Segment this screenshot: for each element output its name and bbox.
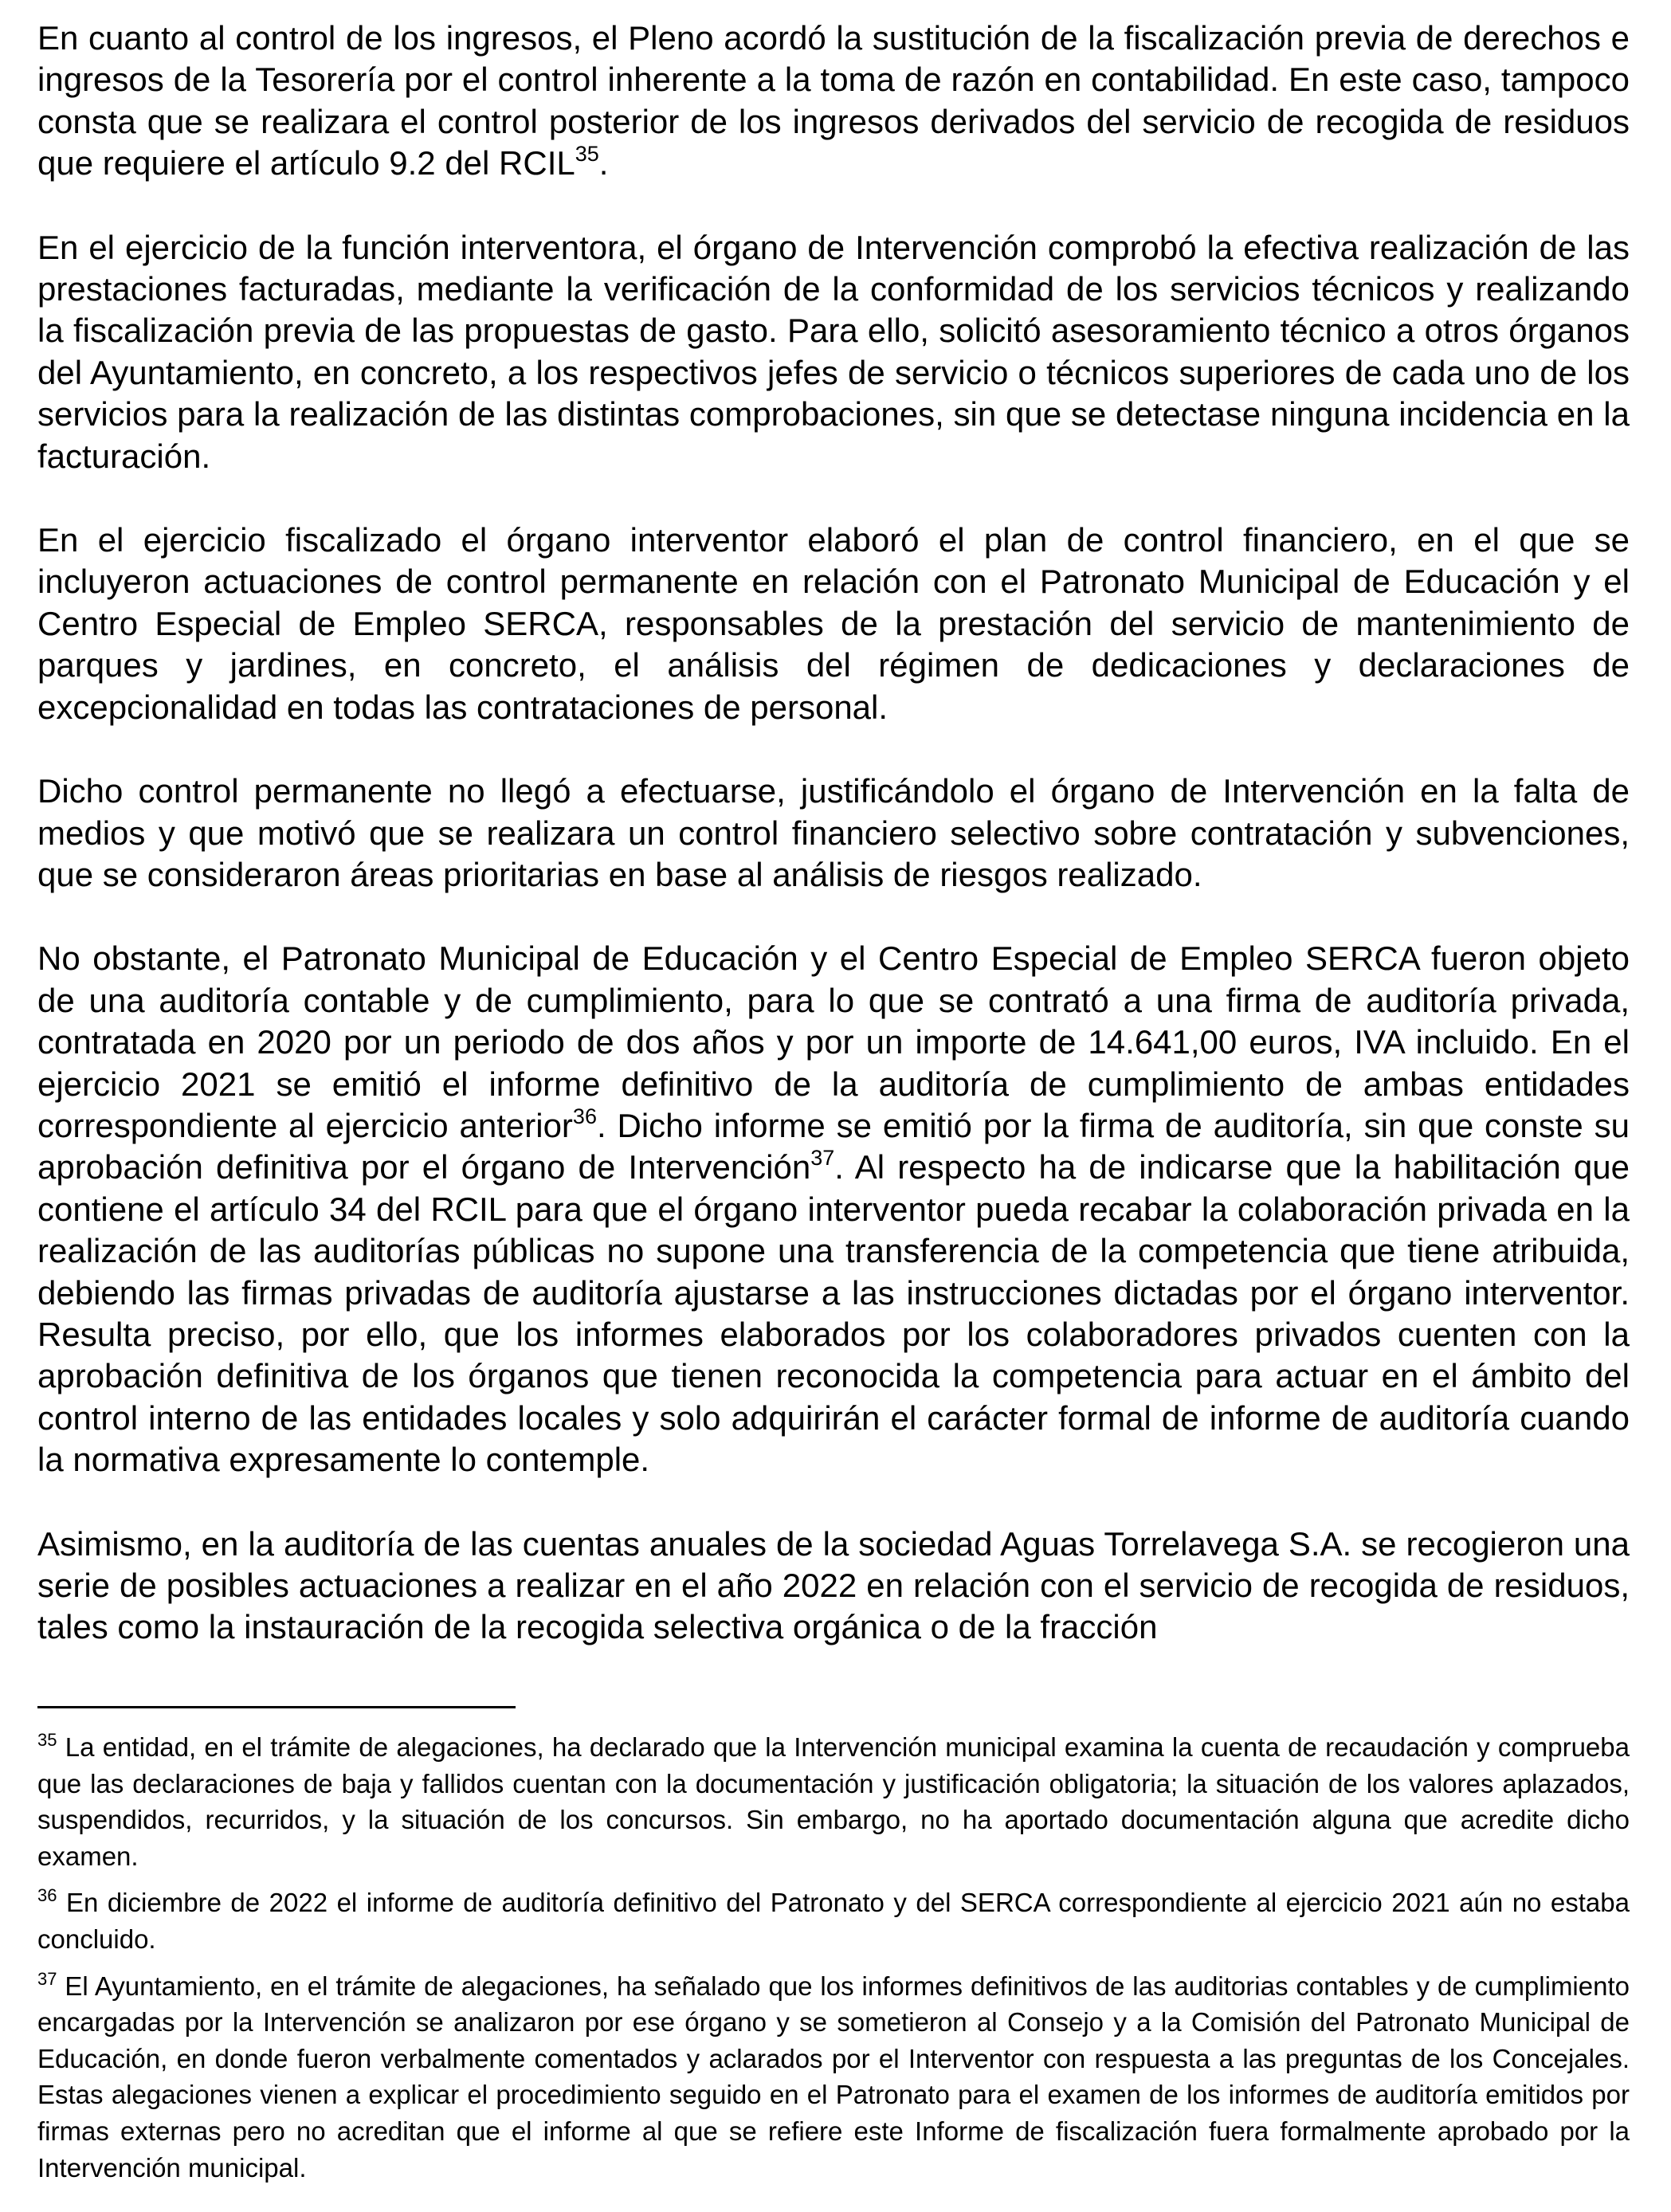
paragraph-text: No obstante, el Patronato Municipal de Educación y el Centro Especial de Empleo SERCA fueron objeto de una auditoría contable y de cumplimiento, para lo que se contrató a una firma de auditoría privada, contratada en 2020 por un periodo de dos años y por un importe de 14.641,00 euros, IVA incluido. En el ejercicio 2021 se emitió el informe definitivo de la auditoría de cumplimiento de ambas entidades correspondiente al ejercicio anterior xyxy=(37,939,1630,1144)
paragraph-auditoria xyxy=(37,938,1630,1481)
footnote-number: 36 xyxy=(37,1885,57,1906)
paragraph-text: En cuanto al control de los ingresos, el Pleno acordó la sustitución de la fiscalización previa de derechos e ingresos de la Tesorería por el control inherente a la toma de razón en contabilidad. En este caso, tampoco consta que se realizara el control posterior de los ingresos derivados del servicio de recogida de residuos que requiere el artículo 9.2 del RCIL xyxy=(37,19,1630,182)
paragraph-text: . Al respecto ha de indicarse que la habilitación que contiene el artículo 34 del RCIL para que el órgano interventor pueda recabar la colaboración privada en la realización de las auditorías públicas no supone una transferencia de la competencia que tiene atribuida, debiendo las firmas privadas de auditoría ajustarse a las instrucciones dictadas por el órgano interventor. Resulta preciso, por ello, que los informes elaborados por los colaboradores privados cuenten con la aprobación definitiva de los órganos que tienen reconocida la competencia para actuar en el ámbito del control interno de las entidades locales y solo adquirirán el carácter formal de informe de auditoría cuando la normativa expresamente lo contemple. xyxy=(37,1148,1630,1479)
footnote-text: En diciembre de 2022 el informe de auditoría definitivo del Patronato y del SERCA correspondiente al ejercicio 2021 aún no estaba concluido. xyxy=(37,1888,1630,1954)
body-text xyxy=(37,18,1630,1691)
paragraph-aguas-torrelavega: Asimismo, en la auditoría de las cuentas anuales de la sociedad Aguas Torrelavega S.A. se recogieron una serie de posibles actuaciones a realizar en el año 2022 en relación con el servicio de recogida de residuos, tales como la instauración de la recogida selectiva orgánica o de la fracción xyxy=(37,1524,1630,1646)
paragraph-control-permanente: Dicho control permanente no llegó a efectuarse, justificándolo el órgano de Intervención en la falta de medios y que motivó que se realizara un control financiero selectivo sobre contratación y subvenciones, que se consideraron áreas prioritarias en base al análisis de riesgos realizado. xyxy=(37,772,1630,893)
paragraph-plan-control: En el ejercicio fiscalizado el órgano interventor elaboró el plan de control financiero, en el que se incluyeron actuaciones de control permanente en relación con el Patronato Municipal de Educación y el Centro Especial de Empleo SERCA, responsables de la prestación del servicio de mantenimiento de parques y jardines, en concreto, el análisis del régimen de dedicaciones y declaraciones de excepcionalidad en todas las contrataciones de personal. xyxy=(37,521,1630,726)
footnote-37 xyxy=(37,1968,1630,2187)
footnote-35 xyxy=(37,1729,1630,1874)
footnote-36 xyxy=(37,1885,1630,1957)
paragraph-funcion-interventora: En el ejercicio de la función interventora, el órgano de Intervención comprobó la efectiva realización de las prestaciones facturadas, mediante la verificación de la conformidad de los servicios técnicos y realizando la fiscalización previa de las propuestas de gasto. Para ello, solicitó asesoramiento técnico a otros órganos del Ayuntamiento, en concreto, a los respectivos jefes de servicio o técnicos superiores de cada uno de los servicios para la realización de las distintas comprobaciones, sin que se detectase ninguna incidencia en la facturación. xyxy=(37,228,1630,475)
footnote-separator xyxy=(37,1706,516,1708)
footnote-ref-37[interactable]: 37 xyxy=(810,1146,835,1171)
footnote-text: El Ayuntamiento, en el trámite de alegaciones, ha señalado que los informes definitivos de las auditorias contables y de cumplimiento encargadas por la Intervención se analizaron por ese órgano y se sometieron al Consejo y a la Comisión del Patronato Municipal de Educación, en donde fueron verbalmente comentados y aclarados por el Interventor con respuesta a las preguntas de los Concejales. Estas alegaciones vienen a explicar el procedimiento seguido en el Patronato para el examen de los informes de auditoría emitidos por firmas externas pero no acreditan que el informe al que se refiere este Informe de fiscalización fuera formalmente aprobado por la Intervención municipal. xyxy=(37,1971,1630,2183)
paragraph-text-end: . xyxy=(598,144,609,182)
footnote-text: La entidad, en el trámite de alegaciones, ha declarado que la Intervención municipal examina la cuenta de recaudación y comprueba que las declaraciones de baja y fallidos cuentan con la documentación y justificación obligatoria; la situación de los valores aplazados, suspendidos, recurridos, y la situación de los concursos. Sin embargo, no ha aportado documentación alguna que acredite dicho examen. xyxy=(37,1732,1630,1871)
footnote-ref-35[interactable]: 35 xyxy=(575,142,599,167)
paragraph-text: . Dicho informe se emitió por la firma de auditoría, sin que conste su aprobación definitiva por el órgano de Intervención xyxy=(37,1106,1630,1186)
footnote-ref-36[interactable]: 36 xyxy=(572,1104,597,1128)
footnotes xyxy=(37,1729,1630,2196)
paragraph-ingresos xyxy=(37,18,1630,185)
footnote-number: 35 xyxy=(37,1730,57,1750)
footnote-number: 37 xyxy=(37,1968,57,1989)
